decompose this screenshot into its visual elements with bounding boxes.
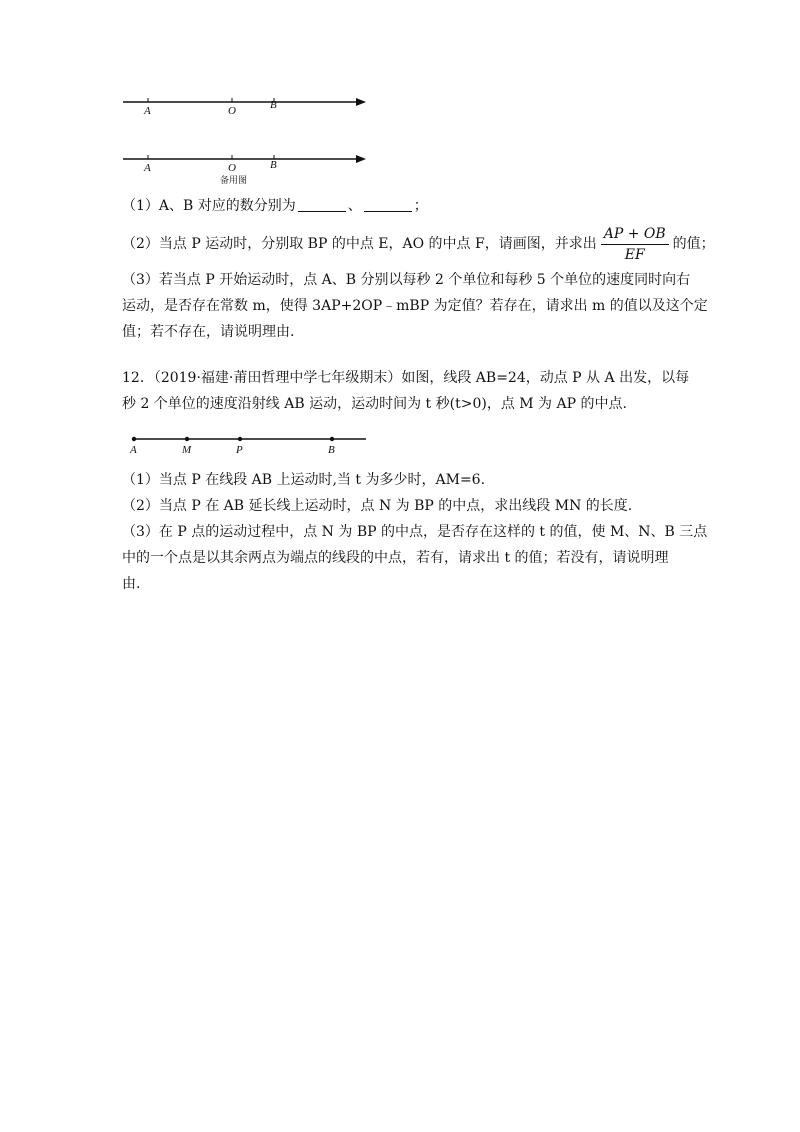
- point-label-p: P: [236, 444, 243, 456]
- number-line-2: [120, 152, 380, 188]
- q11-part3-line2: 运动，是否存在常数 m，使得 3AP+2OP﹣mBP 为定值？若存在，请求出 m 的值以及这个定: [122, 298, 708, 314]
- q12-part3-line3: 由.: [122, 576, 141, 592]
- backup-figure-caption: 备用图: [220, 176, 248, 186]
- point-label-a: A: [144, 105, 151, 117]
- q12-part2: （2）当点 P 在 AB 延长线上运动时，点 N 为 BP 的中点，求出线段 MN 的长度.: [122, 498, 633, 514]
- answer-blank-1[interactable]: [298, 197, 346, 212]
- point-label-a: A: [130, 444, 137, 456]
- point-label-o: O: [228, 162, 236, 174]
- q11-part3-line1: （3）若当点 P 开始运动时，点 A、B 分别以每秒 2 个单位和每秒 5 个单位的速度同时向右: [122, 272, 691, 288]
- q12-intro-line2: 秒 2 个单位的速度沿射线 AB 运动，运动时间为 t 秒(t>0)，点 M 为 AP 的中点.: [122, 396, 627, 412]
- q11-part1: （1）A、B 对应的数分别为 、 ；: [122, 198, 428, 214]
- q12-part1: （1）当点 P 在线段 AB 上运动时,当 t 为多少时，AM=6.: [122, 472, 486, 488]
- q12-part3-line2: 中的一个点是以其余两点为端点的线段的中点，若有，请求出 t 的值；若没有，请说明理: [122, 550, 669, 566]
- point-label-a: A: [144, 162, 151, 174]
- point-label-o: O: [228, 105, 236, 117]
- fraction-ap-ob-over-ef: $\frac{AP + OB}{EF}$: [601, 226, 669, 263]
- point-label-b: B: [270, 159, 277, 171]
- point-label-b: B: [328, 444, 335, 456]
- number-line-1: [120, 94, 380, 120]
- q11-part3-line3: 值；若不存在，请说明理由.: [122, 324, 295, 340]
- q11-part2: （2）当点 P 运动时，分别取 BP 的中点 E，AO 的中点 F，请画图，并求出 $\frac{AP + OB}{EF}$ 的值；: [122, 225, 715, 263]
- answer-blank-2[interactable]: [364, 197, 412, 212]
- q12-intro-line1: 12．（2019·福建·莆田哲理中学七年级期末）如图，线段 AB=24，动点 P 从 A 出发，以每: [122, 370, 690, 386]
- point-label-m: M: [182, 444, 192, 456]
- segment-figure: [128, 432, 378, 458]
- q12-part3-line1: （3）在 P 点的运动过程中，点 N 为 BP 的中点，是否存在这样的 t 的值，使 M、N、B 三点: [122, 524, 708, 540]
- point-label-b: B: [270, 99, 277, 111]
